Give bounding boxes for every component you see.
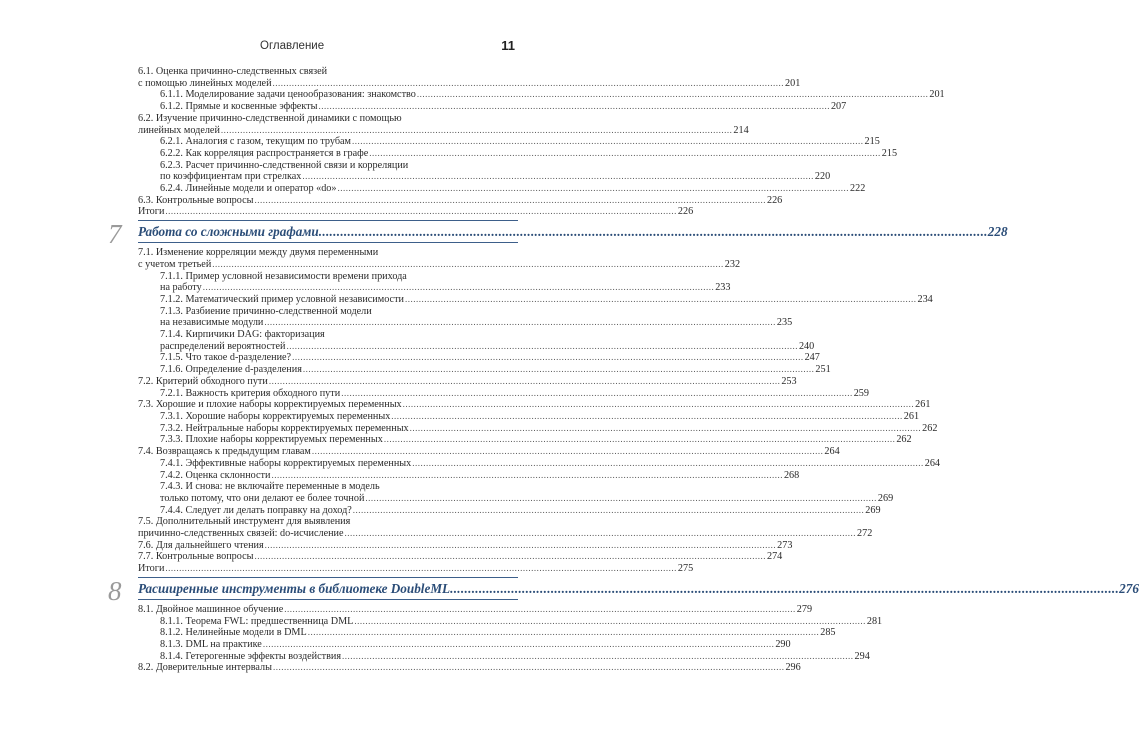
toc-entry-text: 7.4.1. Эффективные наборы корректируемых переменных xyxy=(160,457,412,469)
toc-entry-text: 6.2.3. Расчет причинно-следственной связи и корреляции xyxy=(160,159,409,171)
toc-entry-page: 207 xyxy=(830,101,847,113)
toc-entry-text: Итоги xyxy=(138,206,165,218)
toc-entry[interactable] xyxy=(138,422,938,435)
toc-entry-text: 6.2.4. Линейные модели и оператор «do» xyxy=(160,183,337,195)
toc-entry[interactable] xyxy=(138,563,694,575)
toc-entry-text: 7.4.2. Оценка склонности xyxy=(160,469,271,481)
toc-entry-page: 233 xyxy=(715,282,731,294)
toc-entry-page: 215 xyxy=(881,147,898,159)
dot-leader: .......................................................................................................................................................................................... xyxy=(352,504,865,515)
toc-entry-text: 6.2.2. Как корреляция распространяется в графе xyxy=(160,147,369,159)
toc-entry-text: 7.1. Изменение корреляции между двумя переменными xyxy=(138,247,379,259)
toc-entry-page: 201 xyxy=(929,89,945,101)
dot-leader: .......................................................................................................................................................................................... xyxy=(202,282,715,293)
toc-entry[interactable] xyxy=(138,469,800,482)
dot-leader: .......................................................................................................................................................................................... xyxy=(220,124,733,135)
toc-entry[interactable] xyxy=(138,627,836,639)
toc-entry[interactable] xyxy=(138,66,801,89)
dot-leader: .......................................................................................................................................................................................... xyxy=(271,469,783,480)
toc-entry[interactable] xyxy=(138,662,801,674)
dot-leader: .......................................................................................................................................................................................... xyxy=(341,387,853,398)
toc-entry-page: 253 xyxy=(781,375,797,387)
toc-entry-text: 6.1.2. Прямые и косвенные эффекты xyxy=(160,101,318,113)
dot-leader: .......................................................................................................................................................................................... xyxy=(337,183,849,194)
toc-entry[interactable] xyxy=(138,481,894,504)
toc-entry-text: 7.5. Дополнительный инструмент для выявления xyxy=(138,516,351,528)
dot-leader: .......................................................................................................................................................................................... xyxy=(307,627,820,638)
toc-entry-text: с помощью линейных моделей xyxy=(138,77,272,89)
toc-entry-text: 8.1.4. Гетерогенные эффекты воздействия xyxy=(160,650,342,662)
toc-entry-page: 226 xyxy=(766,194,783,206)
toc-entry[interactable] xyxy=(138,615,883,628)
toc-entry[interactable] xyxy=(138,247,741,270)
toc-entry-text: 7.2.1. Важность критерия обходного пути xyxy=(160,387,341,399)
toc-entry-text: 6.2. Изучение причинно-следственной динамики с помощью xyxy=(138,112,402,124)
dot-leader: .......................................................................................................................................................................................... xyxy=(352,136,864,147)
dot-leader: .......................................................................................................................................................................................... xyxy=(302,364,815,375)
toc-entry[interactable] xyxy=(138,270,731,294)
dot-leader: .......................................................................................................................................................................................... xyxy=(409,422,922,433)
dot-leader: .......................................................................................................................................................................................... xyxy=(450,580,1120,596)
dot-leader: .......................................................................................................................................................................................... xyxy=(264,539,777,550)
toc-entry-page: 262 xyxy=(896,434,912,446)
toc-entry-page: 247 xyxy=(804,352,820,364)
dot-leader: .......................................................................................................................................................................................... xyxy=(383,434,896,445)
toc-entry-page: 273 xyxy=(777,539,793,551)
toc-entry-text: 7.1.5. Что такое d-разделение? xyxy=(160,352,292,364)
toc-entry[interactable] xyxy=(138,112,749,136)
dot-leader: .......................................................................................................................................................................................... xyxy=(412,457,924,468)
toc-entry-text: с учетом третьей xyxy=(138,258,212,270)
toc-entry-text: 7.1.6. Определение d-разделения xyxy=(160,364,302,376)
toc-entry-text: 7.1.4. Кирпичики DAG: факторизация xyxy=(160,329,325,341)
chapter-rule xyxy=(138,599,518,600)
page-number: 11 xyxy=(501,38,515,53)
toc-entry-text: 7.3.2. Нейтральные наборы корректируемых переменных xyxy=(160,422,409,434)
dot-leader: .......................................................................................................................................................................................... xyxy=(165,206,677,217)
toc-entry-text: 8.1. Двойное машинное обучение xyxy=(138,603,284,615)
dot-leader: .......................................................................................................................................................................................... xyxy=(284,603,796,614)
dot-leader: .......................................................................................................................................................................................... xyxy=(264,317,776,328)
dot-leader: .......................................................................................................................................................................................... xyxy=(416,89,929,100)
toc-entry-page: 296 xyxy=(785,662,801,674)
toc-entry[interactable] xyxy=(138,539,793,552)
running-head-title: Оглавление xyxy=(260,40,325,52)
toc-entry-page: 294 xyxy=(854,650,870,662)
toc-entry[interactable] xyxy=(138,136,880,148)
dot-leader: .......................................................................................................................................................................................... xyxy=(262,638,775,649)
toc-entry-text: только потому, что они делают ее более точной xyxy=(160,492,365,504)
dot-leader: .......................................................................................................................................................................................... xyxy=(311,446,824,457)
dot-leader: .......................................................................................................................................................................................... xyxy=(402,399,915,410)
dot-leader: .......................................................................................................................................................................................... xyxy=(318,101,830,112)
toc-entry-text: распределений вероятностей xyxy=(160,340,286,352)
toc-entry[interactable] xyxy=(138,305,793,329)
toc-entry-page: 268 xyxy=(783,469,800,481)
toc-entry[interactable] xyxy=(138,101,847,113)
toc-entry[interactable] xyxy=(138,399,931,411)
toc-entry-text: 8.1.2. Нелинейные модели в DML xyxy=(160,627,307,639)
toc-entry-page: 251 xyxy=(815,364,831,376)
toc-entry[interactable] xyxy=(138,206,694,218)
chapter-number: 7 xyxy=(108,219,122,250)
chapter-rule-top xyxy=(138,220,518,221)
toc-section-chapter-7 xyxy=(138,247,940,575)
toc-entry[interactable] xyxy=(138,504,881,517)
dot-leader: .......................................................................................................................................................................................... xyxy=(254,551,766,562)
dot-leader: .......................................................................................................................................................................................... xyxy=(254,194,766,205)
toc-entry[interactable] xyxy=(138,638,791,651)
toc-entry[interactable] xyxy=(138,159,831,183)
toc-entry[interactable] xyxy=(138,457,940,470)
dot-leader: .......................................................................................................................................................................................... xyxy=(365,492,877,503)
toc-entry[interactable] xyxy=(138,147,898,160)
toc-section-chapter-8 xyxy=(138,603,883,674)
dot-leader: .......................................................................................................................................................................................... xyxy=(369,147,881,158)
dot-leader: .......................................................................................................................................................................................... xyxy=(292,352,804,363)
toc-entry-text: 6.2.1. Аналогия с газом, текущим по трубам xyxy=(160,136,352,148)
toc-entry[interactable] xyxy=(138,375,797,388)
dot-leader: .......................................................................................................................................................................................... xyxy=(342,650,854,661)
toc-entry[interactable] xyxy=(138,387,869,400)
dot-leader: .......................................................................................................................................................................................... xyxy=(391,410,903,421)
toc-entry-page: 261 xyxy=(903,410,920,422)
toc-entry-text: 8.2. Доверительные интервалы xyxy=(138,662,272,674)
toc-entry-page: 285 xyxy=(820,627,836,639)
toc-entry-page: 226 xyxy=(677,206,694,218)
dot-leader: .......................................................................................................................................................................................... xyxy=(212,258,724,269)
toc-entry-text: 7.4.3. И снова: не включайте переменные в модель xyxy=(160,481,380,493)
toc-entry-text: 7.6. Для дальнейшего чтения xyxy=(138,539,264,551)
toc-entry-page: 269 xyxy=(865,504,881,516)
toc-entry-text: 6.1.1. Моделирование задачи ценообразования: знакомство xyxy=(160,89,416,101)
toc-entry[interactable] xyxy=(138,329,815,352)
chapter-title: Расширенные инструменты в библиотеке DoubleML xyxy=(138,580,451,596)
toc-entry-text: 8.1.3. DML на практике xyxy=(160,638,262,650)
toc-entry[interactable] xyxy=(138,434,912,446)
dot-leader: .......................................................................................................................................................................................... xyxy=(272,77,785,88)
toc-entry-page: 279 xyxy=(796,603,813,615)
toc-entry-text: 7.3.3. Плохие наборы корректируемых переменных xyxy=(160,434,383,446)
toc-entry[interactable] xyxy=(138,352,820,364)
toc-entry-page: 235 xyxy=(776,317,793,329)
toc-entry-text: по коэффициентам при стрелках xyxy=(160,171,302,183)
dot-leader: .......................................................................................................................................................................................... xyxy=(404,293,917,304)
chapter-7-heading[interactable] xyxy=(108,219,1008,250)
toc-entry[interactable] xyxy=(138,446,840,458)
toc-entry-text: 7.7. Контрольные вопросы xyxy=(138,551,254,563)
toc-entry-page: 275 xyxy=(677,563,694,575)
toc-entry-page: 234 xyxy=(917,293,933,305)
toc-entry-text: причинно-следственных связей: do-исчисление xyxy=(138,528,344,540)
toc-entry-page: 232 xyxy=(724,258,741,270)
toc-entry-text: линейных моделей xyxy=(138,124,220,136)
chapter-rule-top xyxy=(138,577,518,578)
toc-entry-page: 269 xyxy=(877,492,894,504)
dot-leader: .......................................................................................................................................................................................... xyxy=(318,224,988,240)
chapter-title: Работа со сложными графами xyxy=(138,224,319,240)
toc-entry-text: 7.1.1. Пример условной независимости времени прихода xyxy=(160,270,407,282)
toc-entry[interactable] xyxy=(138,89,945,101)
toc-entry[interactable] xyxy=(138,516,873,540)
chapter-rule xyxy=(138,242,518,243)
toc-entry-text: 7.2. Критерий обходного пути xyxy=(138,375,268,387)
toc-entry-page: 272 xyxy=(857,528,873,540)
dot-leader: .......................................................................................................................................................................................... xyxy=(354,615,866,626)
toc-entry[interactable] xyxy=(138,364,831,376)
toc-entry-page: 222 xyxy=(850,183,866,195)
toc-entry-text: 6.1. Оценка причинно-следственных связей xyxy=(138,66,328,77)
chapter-page: 276 xyxy=(1119,580,1139,596)
dot-leader: .......................................................................................................................................................................................... xyxy=(165,563,677,574)
dot-leader: .......................................................................................................................................................................................... xyxy=(268,375,781,386)
toc-entry-text: 6.3. Контрольные вопросы xyxy=(138,194,254,206)
toc-entry[interactable] xyxy=(138,603,813,616)
dot-leader: .......................................................................................................................................................................................... xyxy=(302,171,814,182)
dot-leader: .......................................................................................................................................................................................... xyxy=(286,340,798,351)
toc-section-chapter-6-tail xyxy=(138,66,945,218)
toc-entry-page: 259 xyxy=(853,387,869,399)
toc-entry-text: 7.3. Хорошие и плохие наборы корректируемых переменных xyxy=(138,399,402,411)
toc-entry-page: 201 xyxy=(785,77,801,89)
toc-entry-page: 215 xyxy=(864,136,880,148)
toc-entry-page: 281 xyxy=(866,615,883,627)
toc-entry[interactable] xyxy=(138,650,870,663)
toc-entry-text: на независимые модули xyxy=(160,317,264,329)
dot-leader: .......................................................................................................................................................................................... xyxy=(344,528,857,539)
table-of-contents xyxy=(108,66,1139,674)
toc-entry[interactable] xyxy=(138,410,920,423)
toc-entry-text: 8.1.1. Теорема FWL: предшественница DML xyxy=(160,615,354,627)
toc-entry-text: 7.4.4. Следует ли делать поправку на доход? xyxy=(160,504,352,516)
toc-entry-page: 240 xyxy=(798,340,815,352)
toc-entry-text: Итоги xyxy=(138,563,165,575)
toc-entry-text: на работу xyxy=(160,282,202,294)
toc-entry[interactable] xyxy=(138,183,866,195)
page-header xyxy=(140,40,515,60)
dot-leader: .......................................................................................................................................................................................... xyxy=(272,662,785,673)
toc-entry-page: 264 xyxy=(924,457,940,469)
toc-entry-page: 264 xyxy=(824,446,840,458)
toc-entry-page: 290 xyxy=(775,638,791,650)
toc-entry-text: 7.1.2. Математический пример условной независимости xyxy=(160,293,404,305)
chapter-page: 228 xyxy=(987,224,1008,240)
toc-entry-page: 214 xyxy=(733,124,749,136)
toc-entry-text: 7.3.1. Хорошие наборы корректируемых переменных xyxy=(160,410,391,422)
toc-entry[interactable] xyxy=(138,551,783,563)
toc-entry-text: 7.1.3. Разбиение причинно-следственной модели xyxy=(160,305,372,317)
toc-entry[interactable] xyxy=(138,194,783,207)
toc-entry-page: 274 xyxy=(766,551,783,563)
chapter-number: 8 xyxy=(108,575,122,606)
chapter-8-heading[interactable] xyxy=(108,575,1139,606)
toc-entry-page: 220 xyxy=(814,171,831,183)
toc-entry-page: 262 xyxy=(922,422,938,434)
toc-entry-page: 261 xyxy=(915,399,931,411)
toc-entry[interactable] xyxy=(138,293,933,306)
toc-entry-text: 7.4. Возвращаясь к предыдущим главам xyxy=(138,446,311,458)
